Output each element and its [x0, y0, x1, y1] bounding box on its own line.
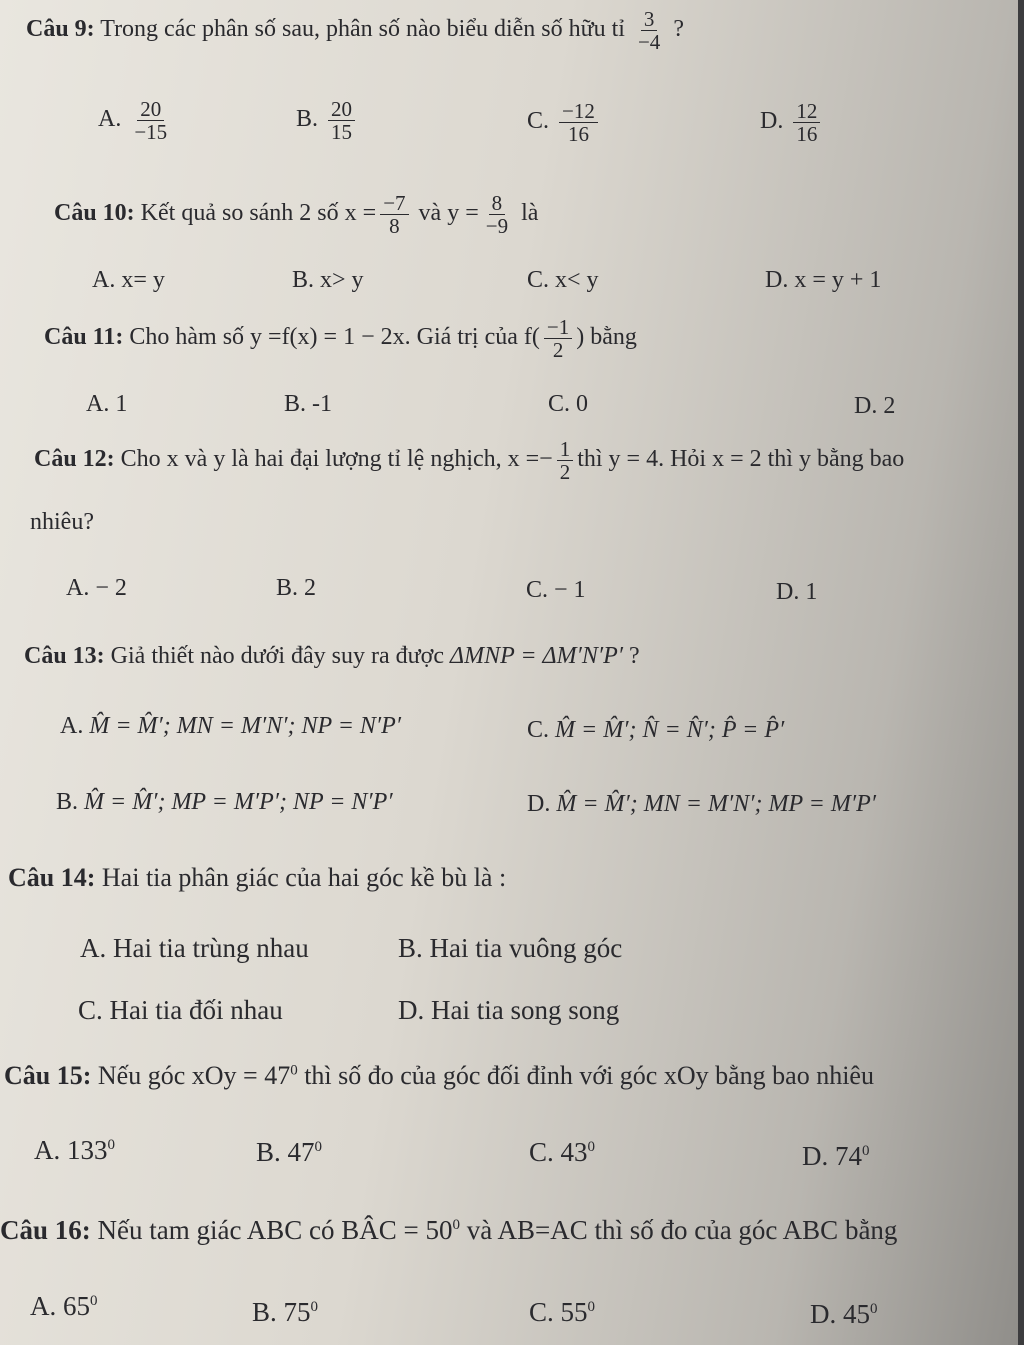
question-text: Trong các phân số sau, phân số nào biểu diễn số hữu tỉ: [100, 16, 625, 43]
option-a: A. Hai tia trùng nhau: [80, 933, 309, 963]
option-c: C. $55^0$: [529, 1297, 596, 1327]
option-b: B. -1: [284, 391, 332, 417]
question-16: Câu 16: Nếu tam giác ABC có BÂC = $50^0$ và AB=AC thì số đo của góc ABC bằng: [0, 1215, 898, 1245]
option-b: B. $47^0$: [256, 1137, 323, 1167]
option-c: C. Hai tia đối nhau: [78, 995, 283, 1025]
option-a: A. x= y: [92, 267, 165, 293]
option-c: C. $43^0$: [529, 1137, 596, 1167]
question-10: Câu 10: Kết quả so sánh 2 số x = $\frac{-7}{8}$ và y = $\frac{8}{-9}$ là: [54, 191, 539, 239]
option-d: D. M̂ = M̂′; MN = M′N′; MP = M′P′: [527, 791, 877, 817]
question-label: Câu 14:: [8, 863, 96, 892]
option-c: C. x< y: [527, 267, 599, 293]
option-a: A. − 2: [66, 575, 127, 601]
option-b: B. M̂ = M̂′; MP = M′P′; NP = N′P′: [56, 789, 393, 815]
option-d: D. 1: [776, 579, 818, 605]
option-b: B. Hai tia vuông góc: [398, 933, 623, 963]
question-label: Câu 11:: [44, 324, 124, 351]
page-edge-shadow: [1018, 0, 1024, 1345]
option-b: B. $75^0$: [252, 1297, 319, 1327]
option-b: B. $\frac{20}{15}$: [296, 98, 359, 143]
question-12-continued: nhiêu?: [30, 509, 94, 535]
option-b: B. x> y: [292, 267, 364, 293]
question-label: Câu 15:: [4, 1061, 92, 1090]
question-label: Câu 16:: [0, 1215, 91, 1245]
question-14: Câu 14: Hai tia phân giác của hai góc kề bù là :: [8, 863, 507, 892]
triangle-expression: ΔMNP = ΔM′N′P′: [450, 643, 624, 669]
question-12: Câu 12: Cho x và y là hai đại lượng tỉ lệ nghịch, x =− $\frac{1}{2}$ thì y = 4. Hỏi x = 2 thì y bằng bao: [34, 437, 905, 485]
question-13: Câu 13: Giả thiết nào dưới đây suy ra được ΔMNP = ΔM′N′P′ ?: [24, 643, 640, 669]
question-label: Câu 13:: [24, 643, 105, 669]
option-a: A. $\frac{20}{-15}$: [98, 97, 168, 145]
option-c: C. $\frac{-12}{16}$: [527, 100, 602, 145]
option-d: D. $74^0$: [802, 1141, 870, 1171]
option-d: D. $45^0$: [810, 1299, 878, 1329]
question-label: Câu 10:: [54, 200, 135, 227]
option-a: A. 1: [86, 391, 128, 417]
option-c: C. − 1: [526, 577, 586, 603]
question-label: Câu 9:: [26, 16, 95, 43]
question-15: Câu 15: Nếu góc xOy = $47^0$ thì số đo của góc đối đỉnh với góc xOy bằng bao nhiêu: [4, 1061, 874, 1090]
option-a: A. $65^0$: [30, 1291, 98, 1321]
option-d: D. 2: [854, 393, 896, 419]
option-c: C. 0: [548, 391, 589, 417]
option-a: A. $133^0$: [34, 1135, 115, 1165]
fraction: $\frac{3}{-4}$: [637, 7, 661, 55]
question-label: Câu 12:: [34, 446, 115, 473]
option-d: D. Hai tia song song: [398, 995, 620, 1025]
question-9: Câu 9: Trong các phân số sau, phân số nào biểu diễn số hữu tỉ $\frac{3}{-4}$ ?: [26, 7, 684, 55]
option-d: D. x = y + 1: [765, 267, 882, 293]
option-a: A. M̂ = M̂′; MN = M′N′; NP = N′P′: [60, 713, 402, 739]
option-b: B. 2: [276, 575, 317, 601]
option-c: C. M̂ = M̂′; N̂ = N̂′; P̂ = P̂′: [527, 717, 785, 743]
question-11: Câu 11: Cho hàm số y =f(x) = 1 − 2x. Giá trị của f( $\frac{-1}{2}$ ) bằng: [44, 315, 637, 363]
option-d: D. $\frac{12}{16}$: [760, 100, 824, 145]
